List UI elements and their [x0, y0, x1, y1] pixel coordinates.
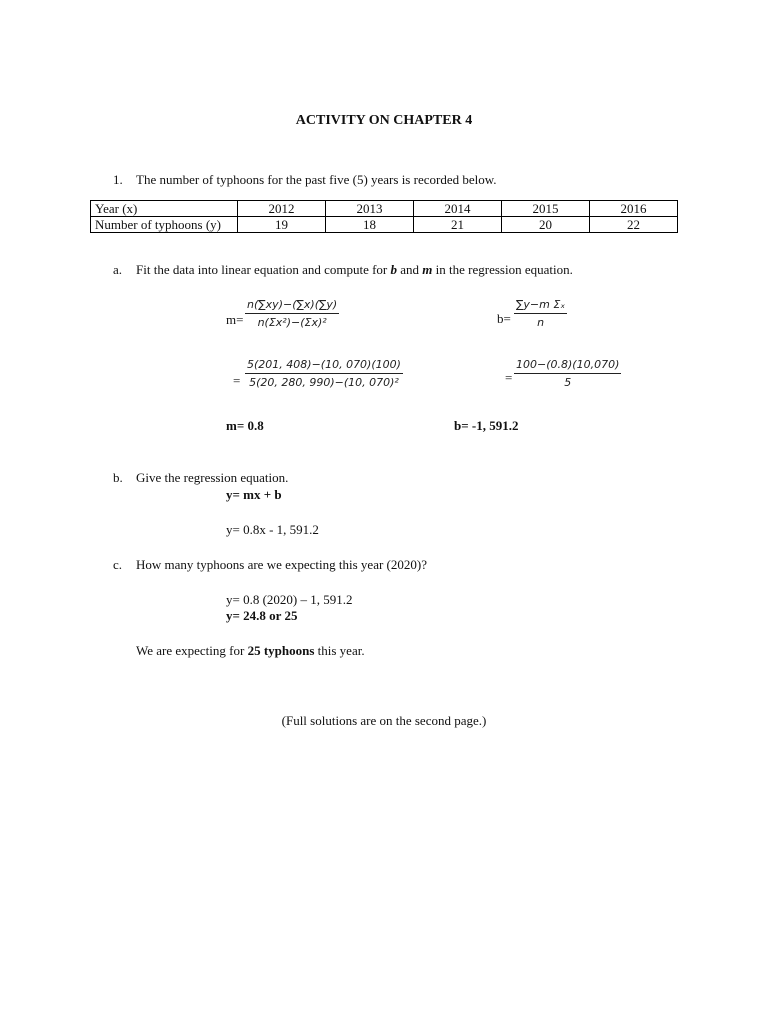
row-header-typhoons: Number of typhoons (y): [91, 217, 238, 233]
b-substitution: [514, 358, 621, 389]
table-row: [91, 201, 678, 217]
b-result: b= -1, 591.2: [454, 418, 519, 433]
part-c-label: c.: [113, 557, 123, 572]
part-a-text-and: and: [397, 262, 423, 277]
table-cell-year: 2016: [590, 201, 678, 217]
question-number: 1.: [113, 172, 123, 187]
b-substitution-numerator: 100−(0.8)(10,070): [514, 358, 621, 374]
solutions-note: (Full solutions are on the second page.): [281, 713, 487, 728]
part-b-text: Give the regression equation.: [136, 470, 289, 485]
table-cell-typhoons: 21: [414, 217, 502, 233]
table-cell-typhoons: 22: [590, 217, 678, 233]
table-cell-year: 2015: [502, 201, 590, 217]
m-formula-numerator: n(∑xy)−(∑x)(∑y): [245, 298, 339, 314]
b-formula-denominator: n: [537, 316, 545, 329]
prediction-calculation: y= 0.8 (2020) – 1, 591.2: [226, 592, 353, 607]
var-m: m: [422, 262, 433, 277]
b-formula: [514, 298, 567, 329]
regression-form: y= mx + b: [226, 487, 282, 502]
table-cell-year: 2012: [238, 201, 326, 217]
table-cell-year: 2014: [414, 201, 502, 217]
b-equals-sign: =: [505, 370, 513, 385]
part-a-label: a.: [113, 262, 123, 277]
expectation-statement: [136, 643, 365, 659]
part-a-text-end: in the regression equation.: [432, 262, 573, 277]
m-equals-sign: =: [233, 373, 241, 388]
typhoon-data-table: [90, 200, 678, 233]
question-text: The number of typhoons for the past five (5) years is recorded below.: [136, 172, 497, 187]
expectation-start: We are expecting for: [136, 643, 248, 658]
expected-count: 25 typhoons: [247, 643, 315, 658]
row-header-year: Year (x): [91, 201, 238, 217]
var-b: b: [390, 262, 398, 277]
table-row: [91, 217, 678, 233]
regression-equation: y= 0.8x - 1, 591.2: [226, 522, 319, 537]
table-cell-year: 2013: [326, 201, 414, 217]
table-cell-typhoons: 20: [502, 217, 590, 233]
m-substitution-denominator: 5(20, 280, 990)−(10, 070)²: [249, 376, 399, 389]
b-formula-numerator: ∑y−m Σₓ: [514, 298, 567, 314]
b-substitution-denominator: 5: [564, 376, 572, 389]
m-substitution: [245, 358, 403, 389]
m-formula-label: m=: [226, 312, 244, 327]
table-cell-typhoons: 19: [238, 217, 326, 233]
part-a-text-start: Fit the data into linear equation and compute for: [136, 262, 391, 277]
prediction-result: y= 24.8 or 25: [226, 608, 298, 623]
m-formula-denominator: n(Σx²)−(Σx)²: [257, 316, 327, 329]
part-c-text: How many typhoons are we expecting this year (2020)?: [136, 557, 427, 572]
m-substitution-numerator: 5(201, 408)−(10, 070)(100): [245, 358, 403, 374]
expectation-end: this year.: [314, 643, 365, 658]
b-formula-label: b=: [497, 311, 511, 326]
m-formula: [245, 298, 339, 329]
m-result: m= 0.8: [226, 418, 264, 433]
part-b-label: b.: [113, 470, 123, 485]
table-cell-typhoons: 18: [326, 217, 414, 233]
part-a-text: [136, 262, 573, 278]
page-title: ACTIVITY ON CHAPTER 4: [295, 113, 473, 128]
